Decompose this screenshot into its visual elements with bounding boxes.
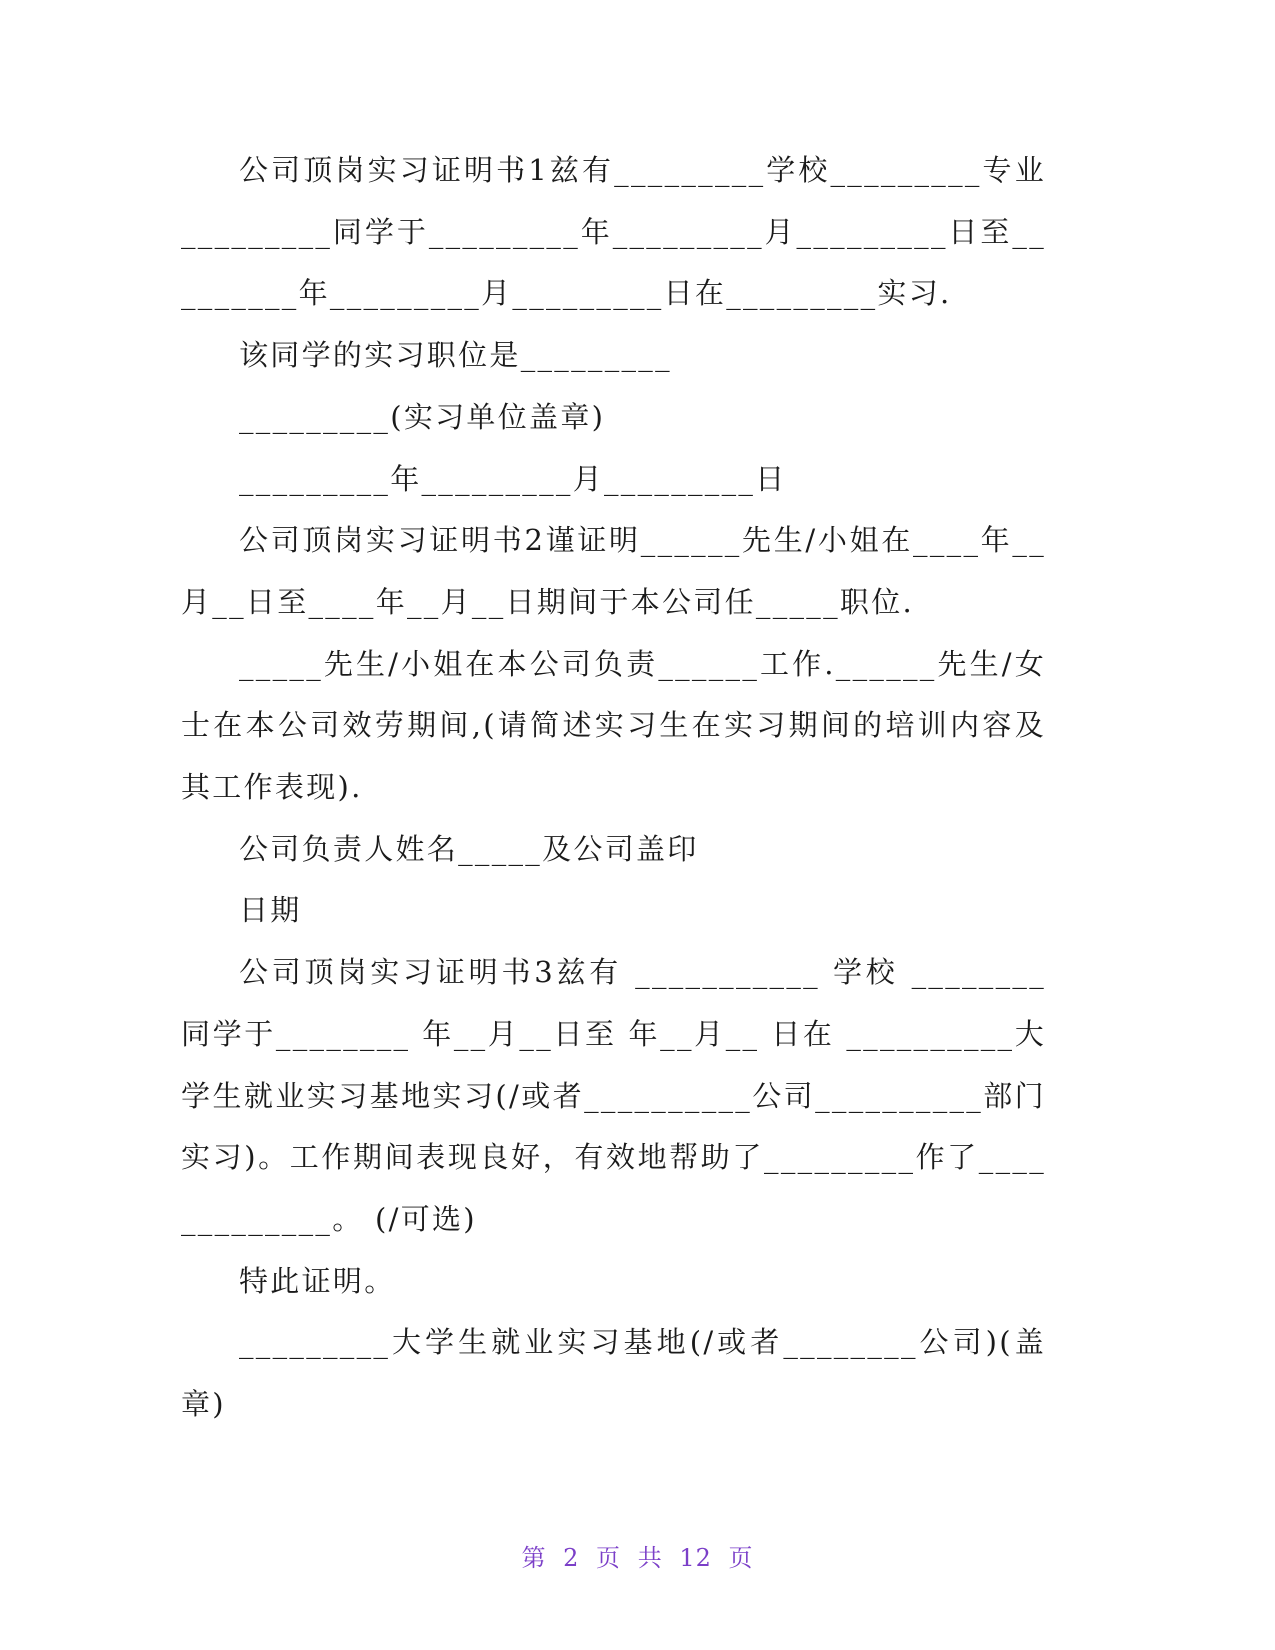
paragraph-cert2-date: 日期 [239,893,302,928]
footer-total-pages: 12 [679,1544,712,1572]
paragraph-cert3-intro: 公司顶岗实习证明书3兹有 ___________ 学校 ________同学于________ 年__月__日至 年__月__ 日在 __________大学生就业实习基地实习(/或者__________公司__________部门实习)。工作期间表现良好，有效地帮助了_________作了_____________。 (/可选) [181,955,1046,1236]
document-body [181,140,1046,1436]
footer-current-page: 2 [563,1544,580,1572]
paragraph-cert3-closing: 特此证明。 [239,1263,396,1298]
footer-label-page-unit: 页 [596,1544,622,1572]
paragraph-cert1-intro: 公司顶岗实习证明书1兹有_________学校_________专业_________同学于_________年_________月_________日至_________年_________月_________日在_________实习. [181,153,1046,311]
paragraph-cert2-intro: 公司顶岗实习证明书2谨证明______先生/小姐在____年__月__日至____年__月__日期间于本公司任_____职位. [181,523,1046,619]
footer-label-total-unit: 页 [728,1544,754,1572]
paragraph-cert2-duties: _____先生/小姐在本公司负责______工作.______先生/女士在本公司效劳期间,(请简述实习生在实习期间的培训内容及其工作表现). [181,646,1046,805]
footer-label-total: 共 [637,1544,663,1572]
paragraph-cert1-stamp: _________(实习单位盖章) [239,399,606,434]
paragraph-cert1-position: 该同学的实习职位是_________ [239,338,672,373]
paragraph-cert2-signer: 公司负责人姓名_____及公司盖印 [239,831,699,866]
paragraph-cert1-date: _________年_________月_________日 [239,461,787,496]
page-footer [0,1538,1275,1573]
footer-label-page: 第 [521,1544,547,1572]
paragraph-cert3-stamp: _________大学生就业实习基地(/或者________公司)(盖章) [181,1325,1046,1422]
